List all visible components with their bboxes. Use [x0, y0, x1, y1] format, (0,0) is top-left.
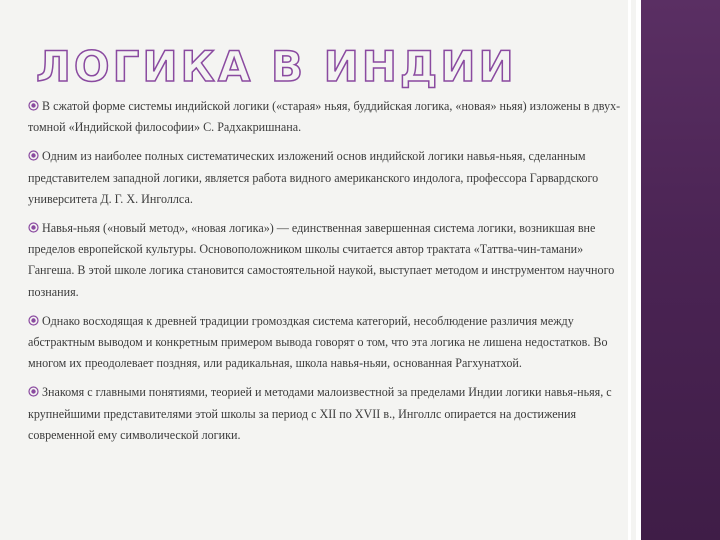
circle-bullet-icon	[28, 100, 39, 111]
bullet-item	[28, 311, 624, 375]
bullet-text: Навья-ньяя («новый метод», «новая логика») — единственная завершенная система логики, возникшая вне пределов европейской культуры. Основоположником школы считается автор трактата «Таттва-чин-тамани» Гангеша. В этой школе логика становится самостоятельной наукой, выступает методом и инструментом научного познания.	[28, 221, 615, 299]
bullet-item	[28, 96, 624, 138]
bullet-text: В сжатой форме системы индийской логики («старая» ньяя, буддийская логика, «новая» ньяя) изложены в двух-томной «Индийской философии» С. Радхакришнана.	[28, 99, 621, 135]
bullet-item	[28, 218, 624, 303]
divider	[628, 0, 631, 540]
circle-bullet-icon	[28, 386, 39, 397]
decorative-side-band	[641, 0, 720, 540]
bullet-text: Одним из наиболее полных систематических изложений основ индийской логики навья-ньяя, сделанным представителем западной логики, является работа видного американского индолога, профессора Гарвардского университета Д. Г. Х. Инголлса.	[28, 149, 599, 206]
bullet-text: Знакомя с главными понятиями, теорией и методами малоизвестной за пределами Индии логики навья-ньяя, с крупнейшими представителями этой школы за период с XII по XVII в., Инголлс опирается на достижения современной ему символической логики.	[28, 385, 612, 442]
bullet-item	[28, 382, 624, 446]
bullet-item	[28, 146, 624, 210]
circle-bullet-icon	[28, 222, 39, 233]
slide-title: ЛОГИКА В ИНДИИ	[36, 42, 517, 91]
circle-bullet-icon	[28, 150, 39, 161]
bullet-text: Однако восходящая к древней традиции громоздкая система категорий, несоблюдение различия между абстрактным выводом и конкретным примером вывода говорят о том, что эта логика не лишена недостатков. Во многом их преодолевает поздняя, или радикальная, школа навья-ньяи, основанная Рагхунатхой.	[28, 313, 608, 371]
bullet-list	[28, 96, 624, 454]
circle-bullet-icon	[28, 315, 39, 326]
